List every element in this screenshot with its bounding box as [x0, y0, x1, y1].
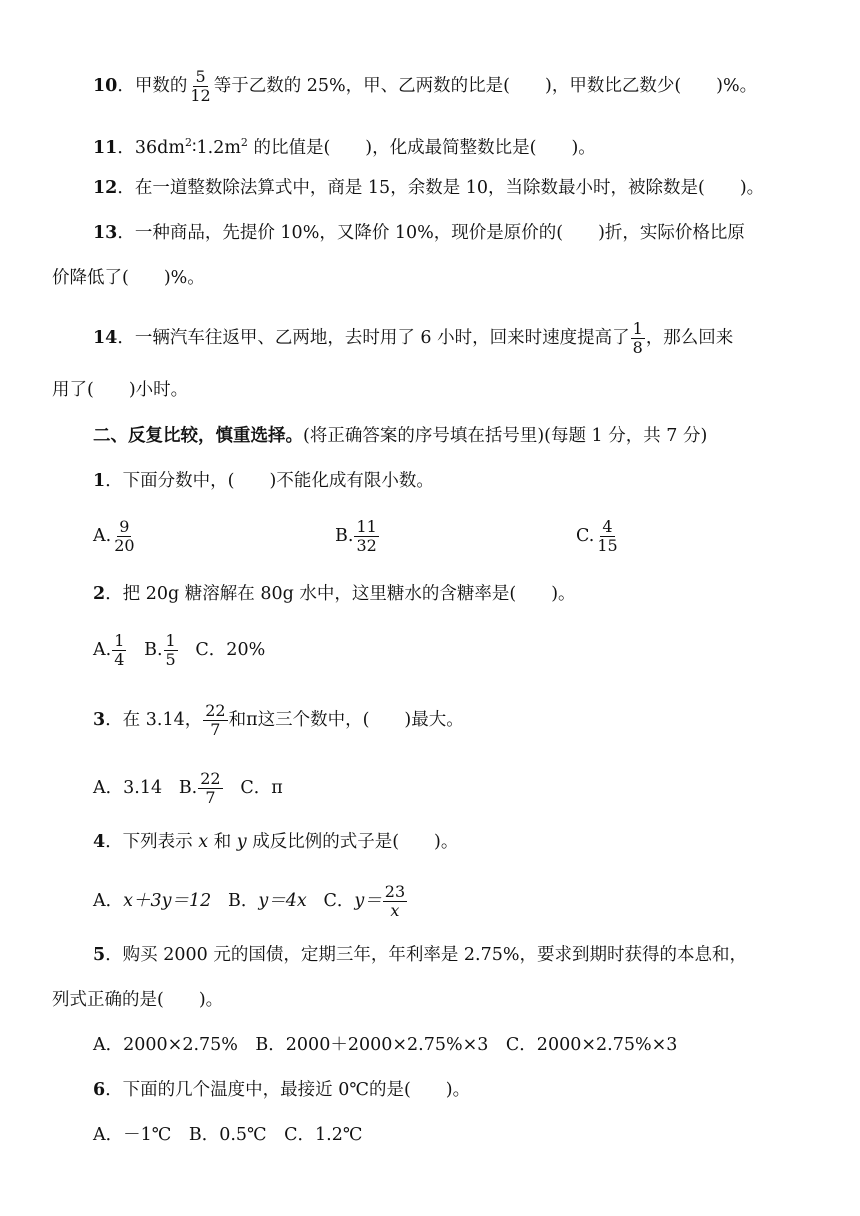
option-a: A．3.14: [93, 778, 163, 798]
fraction: $\frac{22}{7}$: [205, 701, 226, 739]
choice-question-3-options: [0, 770, 860, 807]
question-13-line-1: 13．一种商品，先提价 10%，又降价 10%，现价是原价的( )折，实际价格比原: [93, 223, 745, 243]
question-12: 12．在一道整数除法算式中，商是 15，余数是 10，当除数最小时，被除数是( )。: [93, 178, 765, 198]
option-c: C．20%: [195, 640, 266, 660]
option-c: C．y＝ $\frac{23}{x}$: [323, 882, 406, 920]
question-number: 6: [93, 1080, 106, 1100]
question-10: 10．甲数的 $\frac{5}{12}$ 等于乙数的 25%，甲、乙两数的比是( )，甲数比乙数少( )%。: [93, 67, 758, 105]
choice-question-2: 2．把 20g 糖溶解在 80g 水中，这里糖水的含糖率是( )。: [93, 584, 576, 604]
choice-question-5-line-1: 5．购买 2000 元的国债，定期三年，年利率是 2.75%，要求到期时获得的本息和，: [93, 945, 748, 965]
option-c: C. $\frac{4}{15}$: [576, 517, 618, 555]
option-b: B. $\frac{11}{32}$: [335, 517, 377, 555]
choice-question-1: 1．下面分数中，( )不能化成有限小数。: [93, 471, 434, 491]
option-c: C．π: [240, 778, 283, 798]
question-14-line-2: 用了( )小时。: [52, 380, 189, 400]
option-b: B. $\frac{22}{7}$: [178, 769, 221, 807]
option-a: A. $\frac{1}{4}$: [93, 631, 125, 669]
question-13-line-2: 价降低了( )%。: [52, 268, 205, 288]
choice-question-3: 3．在 3.14， $\frac{22}{7}$ 和π这三个数中，( )最大。: [93, 701, 464, 739]
choice-question-6: 6．下面的几个温度中，最接近 0℃的是( )。: [93, 1080, 471, 1100]
choice-question-5-options: A．2000×2.75% B．2000＋2000×2.75%×3 C．2000×2.75%×3: [93, 1035, 678, 1055]
question-number: 11: [93, 137, 118, 158]
question-14-line-1: 14．一辆汽车往返甲、乙两地，去时用了 6 小时，回来时速度提高了 $\frac{1}{8}$ ，那么回来: [93, 319, 734, 357]
question-number: 12: [93, 178, 118, 198]
option-a: A．x＋3y＝12: [93, 891, 212, 911]
section-note: (将正确答案的序号填在括号里)(每题 1 分，共 7 分): [303, 426, 708, 446]
question-number: 1: [93, 471, 106, 491]
question-number: 4: [93, 832, 106, 852]
question-number: 5: [93, 945, 106, 965]
choice-question-5-line-2: 列式正确的是( )。: [52, 990, 224, 1010]
option-b: B. $\frac{1}{5}$: [144, 631, 176, 669]
question-number: 2: [93, 584, 106, 604]
section-title: 二、反复比较，慎重选择。: [93, 426, 303, 446]
question-number: 10: [93, 76, 118, 96]
question-number: 13: [93, 223, 118, 243]
choice-question-6-options: A．－1℃ B．0.5℃ C．1.2℃: [93, 1125, 363, 1145]
section-2-heading: [0, 423, 860, 449]
question-number: 3: [93, 710, 106, 730]
question-11: 11．$36dm^2∶1.2m^2$ 的比值是( )，化成最简整数比是( )。: [93, 136, 596, 158]
choice-question-4-options: [0, 883, 860, 920]
fraction: $\frac{1}{8}$: [632, 319, 643, 357]
fraction: $\frac{5}{12}$: [190, 67, 211, 105]
question-number: 14: [93, 328, 118, 348]
choice-question-2-options: [0, 632, 860, 669]
option-a: A. $\frac{9}{20}$: [93, 517, 135, 555]
option-b: B．y＝4x: [228, 891, 307, 911]
choice-question-4: 4．下列表示 x 和 y 成反比例的式子是( )。: [93, 832, 459, 852]
